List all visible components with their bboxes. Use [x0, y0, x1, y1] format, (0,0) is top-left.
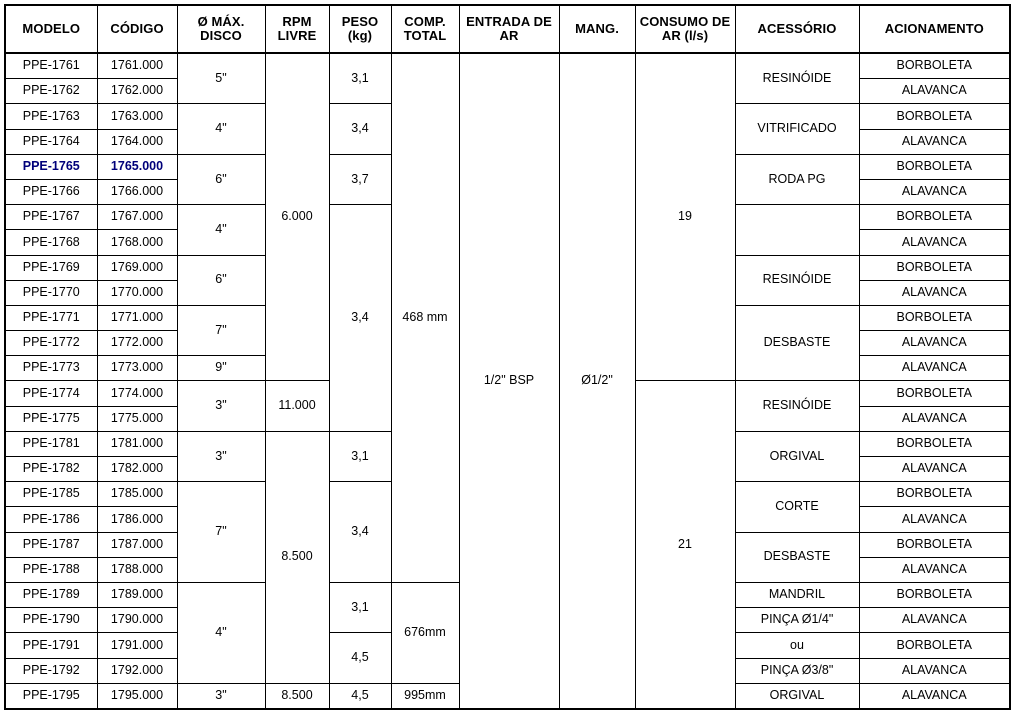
- cell-acionamento: ALAVANCA: [859, 557, 1010, 582]
- cell-codigo: 1774.000: [97, 381, 177, 406]
- cell-acionamento: BORBOLETA: [859, 532, 1010, 557]
- header-entrada-ar: ENTRADA DE AR: [459, 5, 559, 53]
- header-comp-total: COMP. TOTAL: [391, 5, 459, 53]
- cell-acessorio: DESBASTE: [735, 305, 859, 381]
- cell-modelo: PPE-1787: [5, 532, 97, 557]
- cell-peso: 3,1: [329, 582, 391, 632]
- cell-modelo: PPE-1788: [5, 557, 97, 582]
- cell-acessorio: RESINÓIDE: [735, 381, 859, 431]
- cell-acessorio: RESINÓIDE: [735, 53, 859, 104]
- cell-modelo: PPE-1771: [5, 305, 97, 330]
- cell-codigo: 1773.000: [97, 356, 177, 381]
- cell-modelo: PPE-1789: [5, 582, 97, 607]
- cell-comp-total: 468 mm: [391, 53, 459, 582]
- cell-acionamento: BORBOLETA: [859, 104, 1010, 129]
- cell-modelo: PPE-1773: [5, 356, 97, 381]
- table-body: [5, 53, 1010, 709]
- cell-acionamento: ALAVANCA: [859, 129, 1010, 154]
- cell-modelo: PPE-1782: [5, 457, 97, 482]
- cell-acionamento: ALAVANCA: [859, 507, 1010, 532]
- cell-acessorio: ou: [735, 633, 859, 658]
- cell-peso: 3,7: [329, 154, 391, 204]
- cell-codigo: 1789.000: [97, 582, 177, 607]
- cell-disco: 4": [177, 104, 265, 154]
- cell-codigo: 1764.000: [97, 129, 177, 154]
- cell-codigo: 1767.000: [97, 205, 177, 230]
- header-acionamento: ACIONAMENTO: [859, 5, 1010, 53]
- cell-codigo: 1765.000: [97, 154, 177, 179]
- cell-codigo: 1771.000: [97, 305, 177, 330]
- cell-disco: 6": [177, 255, 265, 305]
- cell-comp-total: 676mm: [391, 582, 459, 683]
- cell-acessorio: [735, 205, 859, 255]
- cell-rpm: 8.500: [265, 431, 329, 683]
- header-modelo: MODELO: [5, 5, 97, 53]
- cell-acionamento: BORBOLETA: [859, 431, 1010, 456]
- cell-codigo: 1762.000: [97, 79, 177, 104]
- cell-codigo: 1761.000: [97, 53, 177, 79]
- cell-acionamento: ALAVANCA: [859, 683, 1010, 709]
- cell-rpm: 11.000: [265, 381, 329, 431]
- cell-modelo: PPE-1790: [5, 608, 97, 633]
- cell-modelo: PPE-1765: [5, 154, 97, 179]
- specifications-table: [4, 4, 1011, 710]
- header-acessorio: ACESSÓRIO: [735, 5, 859, 53]
- cell-disco: 4": [177, 582, 265, 683]
- cell-peso: 3,1: [329, 53, 391, 104]
- cell-peso: 4,5: [329, 633, 391, 683]
- cell-disco: 4": [177, 205, 265, 255]
- cell-peso: 3,1: [329, 431, 391, 481]
- cell-modelo: PPE-1792: [5, 658, 97, 683]
- cell-acionamento: ALAVANCA: [859, 658, 1010, 683]
- cell-modelo: PPE-1786: [5, 507, 97, 532]
- cell-modelo: PPE-1781: [5, 431, 97, 456]
- cell-modelo: PPE-1763: [5, 104, 97, 129]
- cell-rpm: 6.000: [265, 53, 329, 381]
- header-codigo: CÓDIGO: [97, 5, 177, 53]
- cell-acionamento: BORBOLETA: [859, 255, 1010, 280]
- cell-codigo: 1763.000: [97, 104, 177, 129]
- cell-disco: 3": [177, 381, 265, 431]
- cell-codigo: 1772.000: [97, 331, 177, 356]
- cell-rpm: 8.500: [265, 683, 329, 709]
- cell-disco: 9": [177, 356, 265, 381]
- cell-consumo-ar: 21: [635, 381, 735, 709]
- cell-acionamento: ALAVANCA: [859, 356, 1010, 381]
- cell-modelo: PPE-1770: [5, 280, 97, 305]
- cell-acessorio: RESINÓIDE: [735, 255, 859, 305]
- cell-acessorio: DESBASTE: [735, 532, 859, 582]
- cell-acessorio: VITRIFICADO: [735, 104, 859, 154]
- cell-modelo: PPE-1766: [5, 179, 97, 204]
- cell-modelo: PPE-1795: [5, 683, 97, 709]
- cell-peso: 4,5: [329, 683, 391, 709]
- cell-codigo: 1792.000: [97, 658, 177, 683]
- cell-acionamento: BORBOLETA: [859, 633, 1010, 658]
- cell-acionamento: ALAVANCA: [859, 79, 1010, 104]
- cell-peso: 3,4: [329, 104, 391, 154]
- cell-acessorio: MANDRIL: [735, 582, 859, 607]
- cell-acionamento: BORBOLETA: [859, 582, 1010, 607]
- cell-consumo-ar: 19: [635, 53, 735, 381]
- cell-acionamento: BORBOLETA: [859, 205, 1010, 230]
- cell-comp-total: 995mm: [391, 683, 459, 709]
- cell-acionamento: BORBOLETA: [859, 53, 1010, 79]
- header-consumo-ar: CONSUMO DE AR (l/s): [635, 5, 735, 53]
- cell-disco: 3": [177, 683, 265, 709]
- cell-codigo: 1788.000: [97, 557, 177, 582]
- cell-codigo: 1781.000: [97, 431, 177, 456]
- cell-codigo: 1791.000: [97, 633, 177, 658]
- cell-modelo: PPE-1774: [5, 381, 97, 406]
- cell-entrada-ar: 1/2" BSP: [459, 53, 559, 709]
- cell-acionamento: ALAVANCA: [859, 608, 1010, 633]
- cell-acionamento: ALAVANCA: [859, 280, 1010, 305]
- cell-codigo: 1769.000: [97, 255, 177, 280]
- table-header-row: [5, 5, 1010, 53]
- cell-acionamento: BORBOLETA: [859, 482, 1010, 507]
- cell-acionamento: ALAVANCA: [859, 406, 1010, 431]
- cell-acionamento: ALAVANCA: [859, 457, 1010, 482]
- header-peso: PESO (kg): [329, 5, 391, 53]
- cell-disco: 3": [177, 431, 265, 481]
- cell-acessorio: PINÇA Ø1/4": [735, 608, 859, 633]
- cell-codigo: 1786.000: [97, 507, 177, 532]
- cell-codigo: 1782.000: [97, 457, 177, 482]
- header-mangueira: MANG.: [559, 5, 635, 53]
- cell-modelo: PPE-1762: [5, 79, 97, 104]
- cell-codigo: 1790.000: [97, 608, 177, 633]
- cell-modelo: PPE-1791: [5, 633, 97, 658]
- cell-disco: 7": [177, 482, 265, 583]
- cell-peso: 3,4: [329, 205, 391, 432]
- cell-acessorio: ORGIVAL: [735, 431, 859, 481]
- cell-modelo: PPE-1768: [5, 230, 97, 255]
- cell-modelo: PPE-1767: [5, 205, 97, 230]
- cell-disco: 6": [177, 154, 265, 204]
- cell-mangueira: Ø1/2": [559, 53, 635, 709]
- table-row: [5, 53, 1010, 79]
- cell-peso: 3,4: [329, 482, 391, 583]
- cell-acessorio: RODA PG: [735, 154, 859, 204]
- cell-acionamento: ALAVANCA: [859, 179, 1010, 204]
- cell-modelo: PPE-1761: [5, 53, 97, 79]
- cell-acionamento: ALAVANCA: [859, 331, 1010, 356]
- cell-codigo: 1785.000: [97, 482, 177, 507]
- cell-disco: 5": [177, 53, 265, 104]
- cell-codigo: 1766.000: [97, 179, 177, 204]
- cell-acionamento: BORBOLETA: [859, 305, 1010, 330]
- cell-acessorio: CORTE: [735, 482, 859, 532]
- cell-codigo: 1768.000: [97, 230, 177, 255]
- cell-acionamento: BORBOLETA: [859, 154, 1010, 179]
- cell-acessorio: ORGIVAL: [735, 683, 859, 709]
- cell-codigo: 1787.000: [97, 532, 177, 557]
- cell-modelo: PPE-1769: [5, 255, 97, 280]
- cell-modelo: PPE-1764: [5, 129, 97, 154]
- header-disco: Ø MÁX. DISCO: [177, 5, 265, 53]
- cell-acionamento: ALAVANCA: [859, 230, 1010, 255]
- cell-codigo: 1795.000: [97, 683, 177, 709]
- cell-modelo: PPE-1772: [5, 331, 97, 356]
- cell-modelo: PPE-1775: [5, 406, 97, 431]
- header-rpm: RPM LIVRE: [265, 5, 329, 53]
- cell-acionamento: BORBOLETA: [859, 381, 1010, 406]
- cell-acessorio: PINÇA Ø3/8": [735, 658, 859, 683]
- cell-modelo: PPE-1785: [5, 482, 97, 507]
- cell-codigo: 1770.000: [97, 280, 177, 305]
- cell-disco: 7": [177, 305, 265, 355]
- cell-codigo: 1775.000: [97, 406, 177, 431]
